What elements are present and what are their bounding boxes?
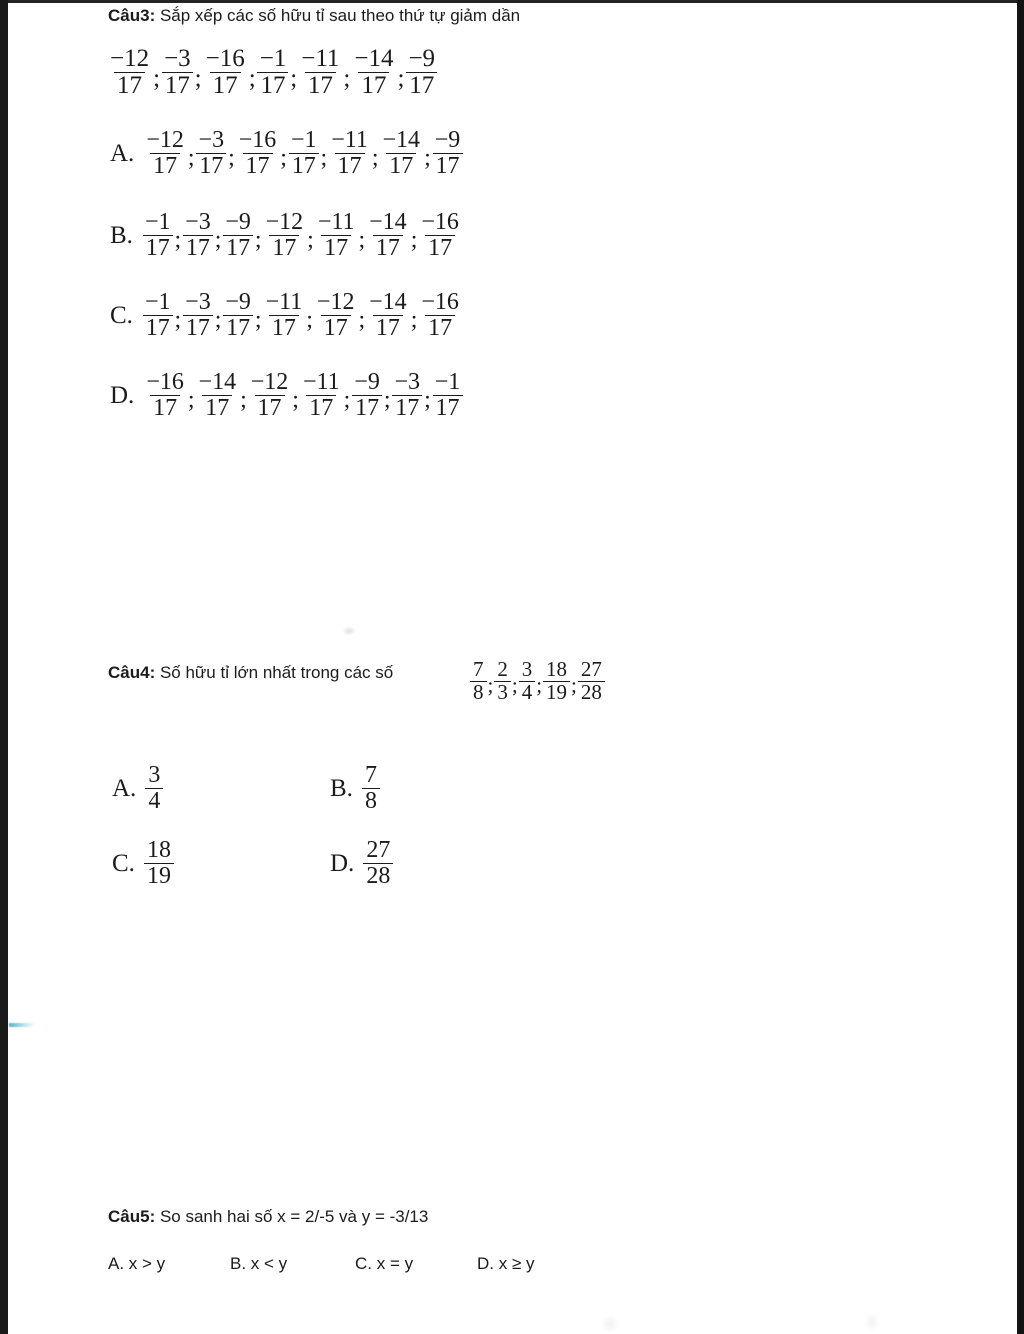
fraction-list (470, 659, 605, 703)
question-cau3-prompt: Sắp xếp các số hữu tỉ sau theo thứ tự giảm dần (155, 6, 521, 25)
fraction (145, 763, 163, 813)
fraction-separator: ; (194, 64, 202, 92)
fraction-numerator: 18 (546, 657, 568, 681)
fraction (363, 838, 393, 888)
question-cau4-option-d[interactable] (330, 838, 393, 888)
fraction-separator: ; (290, 64, 298, 92)
fraction-denominator: 17 (183, 235, 213, 261)
fraction-separator: ; (383, 387, 391, 414)
fraction (494, 659, 511, 703)
fraction-denominator: 19 (543, 681, 570, 704)
option-letter: B. (330, 774, 353, 802)
fraction-separator: ; (536, 673, 543, 698)
fraction-numerator: −9 (354, 369, 380, 395)
fraction-separator: ; (424, 145, 431, 172)
fraction-numerator: −9 (434, 127, 461, 153)
question-cau3-option-b[interactable] (110, 210, 462, 260)
fraction-numerator: 18 (146, 837, 171, 863)
fraction-separator: ; (292, 387, 299, 414)
fraction-numerator: −3 (185, 289, 211, 315)
fraction-separator: ; (174, 307, 182, 334)
fraction (300, 370, 343, 420)
fraction (315, 210, 358, 260)
fraction (405, 46, 438, 99)
fraction-separator: ; (280, 145, 287, 172)
fraction-numerator: −11 (317, 209, 355, 235)
question-cau5-option-a[interactable]: A. x > y (108, 1254, 166, 1273)
scan-artifact-smudge (342, 626, 356, 636)
fraction-separator: ; (571, 673, 577, 698)
fraction-numerator: 2 (497, 657, 508, 681)
fraction (263, 210, 307, 260)
fraction-separator: ; (240, 387, 247, 414)
fraction-denominator: 17 (373, 235, 403, 261)
question-cau5-option-c[interactable]: C. x = y (355, 1254, 414, 1273)
fraction (196, 370, 240, 420)
fraction-list (142, 290, 462, 340)
question-cau5-option-d[interactable]: D. x ≥ y (477, 1254, 535, 1273)
fraction-separator: ; (343, 387, 351, 414)
fraction-list (107, 46, 438, 99)
fraction-numerator: −12 (265, 209, 304, 235)
question-cau3-expression (107, 46, 438, 99)
fraction (366, 210, 410, 260)
fraction (288, 128, 320, 178)
fraction-denominator: 17 (223, 235, 253, 261)
question-cau4-option-c[interactable] (112, 838, 174, 888)
fraction (107, 46, 152, 99)
fraction-separator: ; (424, 387, 431, 414)
fraction-numerator: −16 (421, 209, 459, 235)
fraction-numerator: −12 (316, 289, 355, 315)
fraction-denominator: 28 (578, 681, 605, 704)
question-cau3-stem (108, 6, 520, 26)
option-letter: D. (110, 381, 135, 409)
fraction-denominator: 17 (143, 235, 173, 261)
fraction-separator: ; (320, 145, 328, 172)
fraction-separator: ; (307, 227, 314, 254)
fraction-separator: ; (487, 673, 494, 698)
fraction-denominator: 19 (144, 863, 174, 889)
fraction-denominator: 17 (305, 72, 336, 99)
fraction (142, 210, 174, 260)
fraction (257, 46, 290, 99)
fraction-denominator: 17 (183, 315, 213, 341)
fraction-numerator: −9 (408, 45, 436, 72)
option-letter: C. (112, 849, 135, 877)
fraction-numerator: −14 (354, 45, 394, 72)
fraction-denominator: 17 (257, 72, 288, 99)
fraction (143, 128, 187, 178)
fraction (263, 290, 306, 340)
fraction-numerator: −14 (369, 209, 407, 235)
fraction-denominator: 17 (150, 395, 180, 421)
fraction-denominator: 17 (289, 153, 319, 179)
fraction-denominator: 8 (470, 681, 487, 704)
fraction-numerator: −11 (302, 369, 340, 395)
fraction-separator: ; (397, 64, 405, 92)
fraction-denominator: 17 (114, 72, 145, 99)
option-letter: B. (110, 221, 133, 249)
scan-border-top (0, 0, 1024, 3)
fraction-denominator: 17 (386, 153, 416, 179)
question-cau5-prompt: So sanh hai số x = 2/-5 và y = -3/13 (155, 1207, 429, 1226)
fraction-numerator: −12 (146, 127, 184, 153)
question-cau4-expression (470, 659, 605, 703)
fraction-denominator: 4 (519, 681, 536, 704)
fraction-numerator: −16 (421, 289, 459, 315)
fraction-denominator: 17 (269, 315, 299, 341)
fraction-numerator: 7 (473, 657, 484, 681)
scan-artifact-smudge-bottom-right (864, 1312, 880, 1332)
fraction-denominator: 17 (321, 235, 351, 261)
fraction-numerator: −14 (198, 369, 237, 395)
fraction (362, 763, 380, 813)
question-cau5 (108, 1207, 428, 1227)
fraction-denominator: 17 (243, 153, 273, 179)
fraction-numerator: −1 (290, 127, 317, 153)
fraction-numerator: 27 (366, 837, 391, 863)
fraction (161, 46, 194, 99)
fraction-separator: ; (371, 145, 379, 172)
fraction (144, 838, 174, 888)
fraction-denominator: 17 (143, 315, 173, 341)
fraction (203, 46, 248, 99)
fraction (236, 128, 280, 178)
fraction-denominator: 17 (425, 315, 455, 341)
fraction (578, 659, 605, 703)
fraction-denominator: 17 (433, 395, 463, 421)
fraction-denominator: 17 (358, 72, 389, 99)
fraction-separator: ; (187, 145, 195, 172)
fraction-numerator: −16 (146, 369, 184, 395)
fraction-denominator: 17 (255, 395, 285, 421)
scan-artifact-teal-smudge (9, 1023, 35, 1027)
question-cau3-option-c[interactable] (110, 290, 462, 340)
fraction (519, 659, 536, 703)
fraction-denominator: 17 (392, 395, 422, 421)
fraction-denominator: 8 (362, 788, 380, 814)
fraction-numerator: −16 (205, 45, 245, 72)
fraction (328, 128, 371, 178)
question-cau5-options (108, 1254, 535, 1274)
fraction-denominator: 4 (145, 788, 163, 814)
question-cau4-label: Câu4: (108, 663, 156, 682)
fraction-numerator: −14 (369, 289, 407, 315)
fraction (351, 370, 383, 420)
fraction-numerator: −16 (238, 127, 277, 153)
fraction-separator: ; (254, 307, 262, 334)
fraction-numerator: −14 (382, 127, 421, 153)
fraction-separator: ; (153, 64, 161, 92)
fraction-denominator: 17 (352, 395, 382, 421)
fraction-separator: ; (214, 227, 222, 254)
fraction-list (142, 210, 462, 260)
fraction-numerator: 3 (148, 762, 161, 788)
fraction-numerator: −1 (144, 209, 171, 235)
fraction-numerator: −12 (250, 369, 289, 395)
fraction-list (143, 370, 463, 420)
fraction (222, 210, 254, 260)
fraction-denominator: 17 (425, 235, 455, 261)
fraction-denominator: 17 (269, 235, 299, 261)
scan-border-right (1017, 0, 1024, 1334)
fraction-numerator: −1 (144, 289, 171, 315)
fraction-denominator: 17 (202, 395, 232, 421)
fraction (362, 763, 380, 813)
fraction-numerator: −3 (185, 209, 211, 235)
question-cau5-option-b[interactable]: B. x < y (230, 1254, 288, 1273)
fraction-denominator: 17 (210, 72, 241, 99)
fraction (418, 290, 462, 340)
fraction-separator: ; (248, 64, 256, 92)
fraction-separator: ; (228, 145, 235, 172)
fraction (182, 290, 214, 340)
fraction (182, 210, 214, 260)
fraction-separator: ; (410, 227, 418, 254)
fraction-separator: ; (306, 307, 313, 334)
fraction-denominator: 17 (196, 153, 226, 179)
fraction-separator: ; (343, 64, 351, 92)
scan-border-left (0, 0, 8, 1334)
fraction-denominator: 17 (373, 315, 403, 341)
question-cau3-option-d[interactable] (110, 370, 463, 420)
fraction-numerator: −12 (110, 45, 150, 72)
fraction-denominator: 17 (321, 315, 351, 341)
fraction (298, 46, 342, 99)
fraction-denominator: 17 (306, 395, 336, 421)
fraction-numerator: −3 (198, 127, 225, 153)
fraction (314, 290, 358, 340)
fraction (248, 370, 292, 420)
question-cau4 (108, 663, 393, 683)
question-cau5-stem (108, 1207, 428, 1227)
fraction (392, 370, 424, 420)
fraction-denominator: 17 (162, 72, 193, 99)
fraction-numerator: −11 (301, 45, 340, 72)
fraction-denominator: 3 (494, 681, 511, 704)
fraction-denominator: 17 (406, 72, 437, 99)
fraction (143, 370, 187, 420)
fraction-separator: ; (358, 307, 366, 334)
question-cau4-option-a[interactable] (112, 763, 163, 813)
fraction-separator: ; (174, 227, 182, 254)
fraction (142, 290, 174, 340)
question-cau5-label: Câu5: (108, 1207, 156, 1226)
question-cau4-stem (108, 663, 393, 683)
fraction-numerator: −1 (434, 369, 461, 395)
fraction (543, 659, 570, 703)
fraction-denominator: 17 (335, 153, 365, 179)
fraction-separator: ; (187, 387, 195, 414)
fraction (418, 210, 462, 260)
fraction (432, 370, 464, 420)
fraction-separator: ; (410, 307, 418, 334)
fraction (380, 128, 424, 178)
fraction-denominator: 17 (150, 153, 180, 179)
fraction-separator: ; (511, 673, 518, 698)
question-cau4-option-b[interactable] (330, 763, 380, 813)
fraction (363, 838, 393, 888)
fraction-numerator: −9 (225, 289, 251, 315)
fraction (144, 838, 174, 888)
question-cau3-option-a[interactable] (110, 128, 463, 178)
fraction-numerator: −3 (394, 369, 421, 395)
option-letter: A. (110, 139, 135, 167)
fraction (351, 46, 396, 99)
fraction-numerator: −3 (164, 45, 191, 72)
fraction-numerator: −11 (331, 127, 368, 153)
fraction-numerator: −9 (225, 209, 251, 235)
fraction-numerator: −1 (259, 45, 287, 72)
question-cau3-label: Câu3: (108, 6, 156, 25)
fraction-numerator: 7 (364, 762, 377, 788)
fraction (470, 659, 487, 703)
option-letter: C. (110, 301, 133, 329)
scan-artifact-smudge-bottom-left (600, 1315, 620, 1333)
fraction-separator: ; (254, 227, 262, 254)
fraction-numerator: 3 (521, 657, 533, 681)
fraction (145, 763, 163, 813)
question-cau3 (108, 6, 520, 26)
fraction-numerator: −11 (265, 289, 303, 315)
fraction-list (143, 128, 463, 178)
fraction-separator: ; (358, 227, 366, 254)
fraction-denominator: 17 (433, 153, 463, 179)
fraction-separator: ; (214, 307, 222, 334)
fraction-denominator: 28 (363, 863, 393, 889)
fraction (222, 290, 254, 340)
fraction-numerator: 27 (580, 657, 602, 681)
fraction-denominator: 17 (223, 315, 253, 341)
fraction (366, 290, 410, 340)
option-letter: D. (330, 849, 355, 877)
fraction (196, 128, 228, 178)
option-letter: A. (112, 774, 137, 802)
question-cau4-prompt: Số hữu tỉ lớn nhất trong các số (155, 663, 394, 682)
fraction (432, 128, 464, 178)
